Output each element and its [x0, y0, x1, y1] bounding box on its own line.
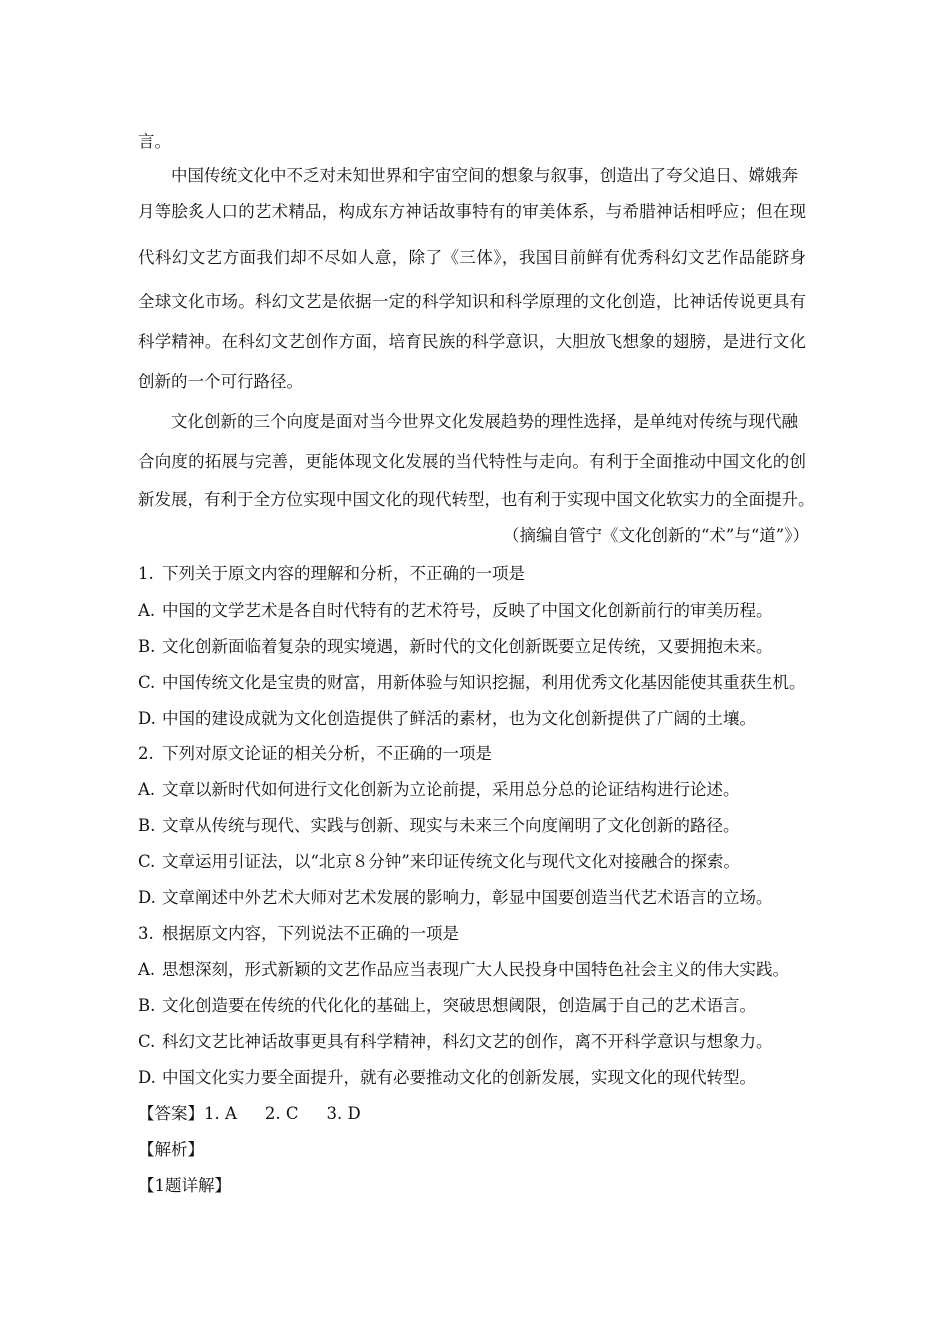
option-label: A.	[138, 780, 156, 799]
option-text: 中国文化实力要全面提升，就有必要推动文化的创新发展，实现文化的现代转型。	[162, 1068, 756, 1087]
option-label: B.	[138, 996, 156, 1015]
answer-tag: 【答案】	[138, 1104, 204, 1123]
passage-line: 新发展，有利于全方位实现中国文化的现代转型，也有利于实现中国文化软实力的全面提升。	[138, 490, 815, 509]
option-label: C.	[138, 673, 156, 692]
option-text: 文章从传统与现代、实践与创新、现实与未来三个向度阐明了文化创新的路径。	[162, 816, 740, 835]
option-text: 文化创新面临着复杂的现实境遇，新时代的文化创新既要立足传统，又要拥抱未来。	[162, 637, 773, 656]
question-text: 下列关于原文内容的理解和分析，不正确的一项是	[162, 564, 525, 583]
question-text: 下列对原文论证的相关分析，不正确的一项是	[162, 744, 492, 763]
passage-line: 月等脍炙人口的艺术精品，构成东方神话故事特有的审美体系，与希腊神话相呼应；但在现	[138, 202, 806, 221]
answer-item: 1. A	[204, 1104, 237, 1123]
option-label: D.	[138, 888, 156, 907]
passage-line: 文化创新的三个向度是面对当今世界文化发展趋势的理性选择，是单纯对传统与现代融	[171, 412, 798, 431]
option-label: B.	[138, 816, 156, 835]
option-label: D.	[138, 1068, 156, 1087]
answer-item: 2. C	[264, 1104, 299, 1123]
question-number: 2.	[138, 744, 154, 763]
option-text: 文章运用引证法，以“北京８分钟”来印证传统文化与现代文化对接融合的探索。	[162, 852, 740, 871]
passage-line: 全球文化市场。科幻文艺是依据一定的科学知识和科学原理的文化创造，比神话传说更具有	[138, 292, 806, 311]
option-text: 文章以新时代如何进行文化创新为立论前提，采用总分总的论证结构进行论述。	[162, 780, 740, 799]
passage-line: 言。	[138, 132, 171, 151]
option-text: 思想深刻，形式新颖的文艺作品应当表现广大人民投身中国特色社会主义的伟大实践。	[162, 960, 789, 979]
option-b	[138, 633, 773, 657]
passage-line: 科学精神。在科幻文艺创作方面，培育民族的科学意识，大胆放飞想象的翅膀，是进行文化	[138, 332, 806, 351]
option-d	[138, 1064, 756, 1088]
option-text: 文化创造要在传统的代化化的基础上，突破思想阈限，创造属于自己的艺术语言。	[162, 996, 756, 1015]
option-c	[138, 848, 740, 872]
option-d	[138, 705, 756, 729]
analysis-tag: 【解析】	[138, 1140, 204, 1159]
passage-line: 中国传统文化中不乏对未知世界和宇宙空间的想象与叙事，创造出了夸父追日、嫦娥奔	[171, 166, 798, 185]
option-label: B.	[138, 637, 156, 656]
answer-line	[138, 1100, 389, 1124]
option-a	[138, 597, 773, 621]
option-label: C.	[138, 1032, 156, 1051]
option-c	[138, 1028, 773, 1052]
option-text: 科幻文艺比神话故事更具有科学精神，科幻文艺的创作，离不开科学意识与想象力。	[162, 1032, 773, 1051]
option-label: A.	[138, 960, 156, 979]
detail-tag: 【1题详解】	[138, 1176, 231, 1195]
passage-line: 创新的一个可行路径。	[138, 372, 303, 391]
passage-line: 代科幻文艺方面我们却不尽如人意，除了《三体》，我国目前鲜有优秀科幻文艺作品能跻身	[138, 248, 806, 267]
question-stem	[138, 560, 525, 584]
option-label: D.	[138, 709, 156, 728]
option-b	[138, 992, 756, 1016]
answer-item: 3. D	[326, 1104, 361, 1123]
question-stem	[138, 740, 492, 764]
option-c	[138, 669, 806, 693]
question-stem	[138, 920, 459, 944]
passage-line: 合向度的拓展与完善，更能体现文化发展的当代特性与走向。有利于全面推动中国文化的创	[138, 452, 806, 471]
option-d	[138, 884, 773, 908]
question-number: 1.	[138, 564, 154, 583]
option-a	[138, 776, 740, 800]
option-text: 中国的建设成就为文化创造提供了鲜活的素材，也为文化创新提供了广阔的土壤。	[162, 709, 756, 728]
option-label: C.	[138, 852, 156, 871]
question-number: 3.	[138, 924, 154, 943]
option-a	[138, 956, 789, 980]
option-text: 文章阐述中外艺术大师对艺术发展的影响力，彰显中国要创造当代艺术语言的立场。	[162, 888, 773, 907]
option-label: A.	[138, 601, 156, 620]
question-text: 根据原文内容，下列说法不正确的一项是	[162, 924, 459, 943]
option-text: 中国传统文化是宝贵的财富，用新体验与知识挖掘，利用优秀文化基因能使其重获生机。	[162, 673, 806, 692]
option-text: 中国的文学艺术是各自时代特有的艺术符号，反映了中国文化创新前行的审美历程。	[162, 601, 773, 620]
passage-source: （摘编自管宁《文化创新的“术”与“道”》）	[503, 526, 809, 545]
option-b	[138, 812, 740, 836]
